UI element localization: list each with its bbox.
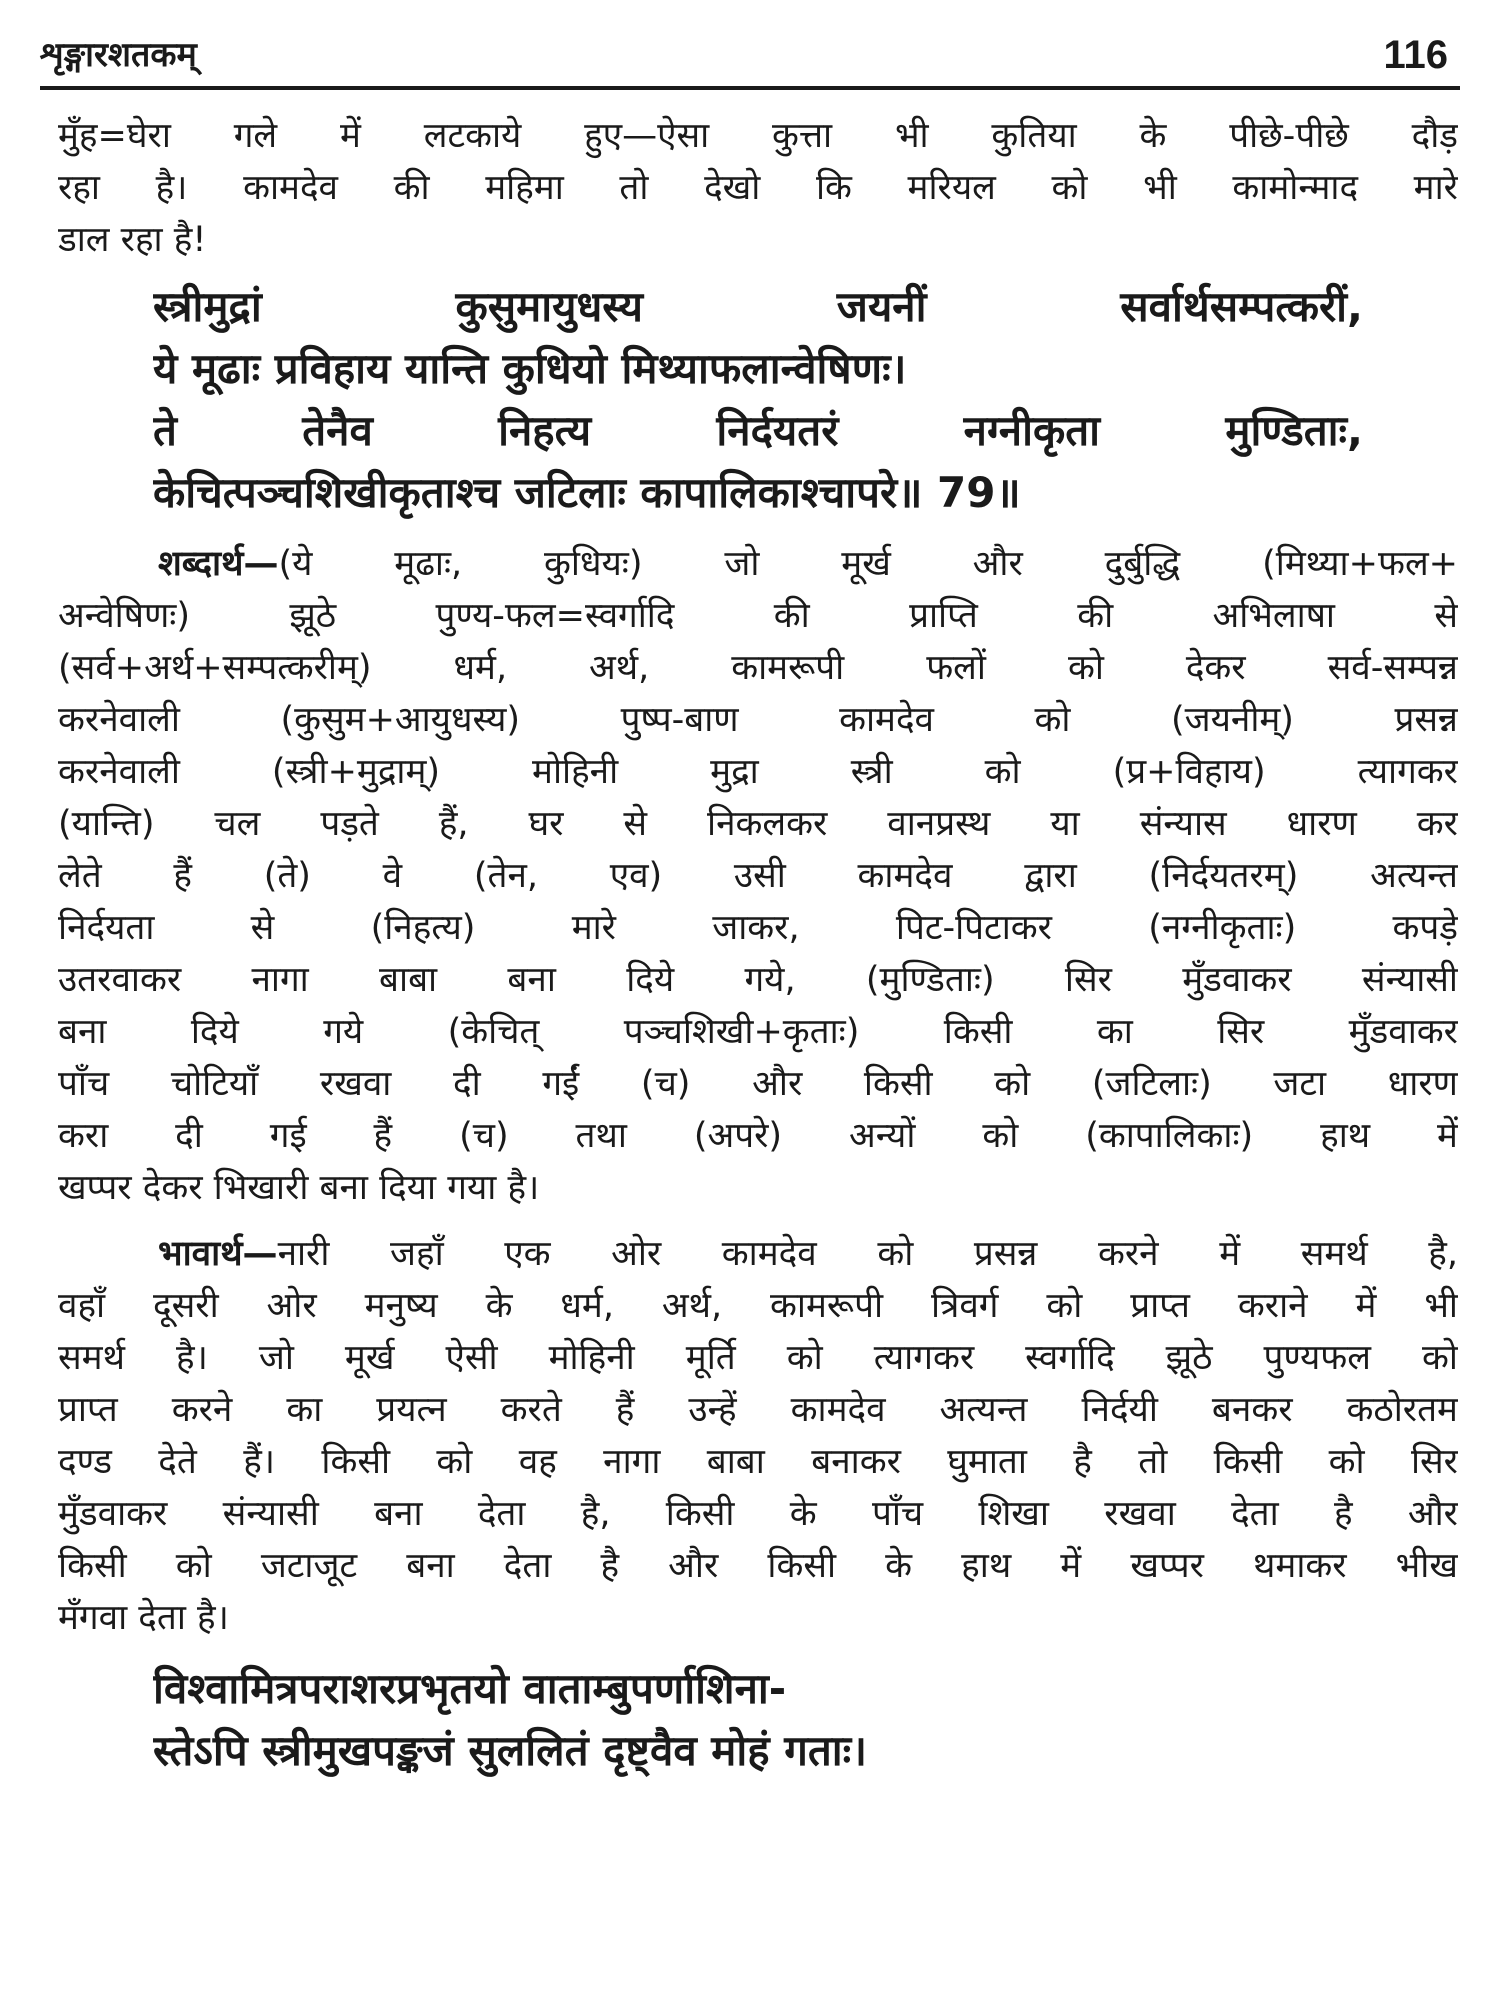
text-line: (यान्ति) चल पड़ते हैं, घर से निकलकर वानप्रस्थ या संन्यास धारण कर <box>58 804 1458 844</box>
text-line: प्राप्त करने का प्रयत्न करते हैं उन्हें कामदेव अत्यन्त निर्दयी बनकर कठोरतम <box>58 1390 1458 1430</box>
book-title: शृङ्गारशतकम् <box>40 35 197 75</box>
text-line: पाँच चोटियाँ रखवा दी गईं (च) और किसी को (जटिलाः) जटा धारण <box>58 1064 1458 1104</box>
verse-line: स्त्रीमुद्रां कुसुमायुधस्य जयनीं सर्वार्थसम्पत्करीं, <box>153 282 1363 331</box>
text-line: करा दी गई हैं (च) तथा (अपरे) अन्यों को (कापालिकाः) हाथ में <box>58 1116 1458 1156</box>
bhavarth-section <box>58 1228 1458 1644</box>
intro-paragraph <box>58 110 1458 266</box>
text-line: करनेवाली (कुसुम+आयुधस्य) पुष्प-बाण कामदेव को (जयनीम्) प्रसन्न <box>58 700 1458 740</box>
text-line: रहा है। कामदेव की महिमा तो देखो कि मरियल को भी कामोन्माद मारे <box>58 168 1458 208</box>
verse-line: ते तेनैव निहत्य निर्दयतरं नग्नीकृता मुण्डिताः, <box>153 406 1363 455</box>
text-line: डाल रहा है! <box>58 220 207 260</box>
header-rule <box>40 86 1460 90</box>
text-line: खप्पर देकर भिखारी बना दिया गया है। <box>58 1168 540 1208</box>
verse-80 <box>153 1658 1458 1782</box>
text-line: लेते हैं (ते) वे (तेन, एव) उसी कामदेव द्वारा (निर्दयतरम्) अत्यन्त <box>58 856 1458 896</box>
text-line: मँगवा देता है। <box>58 1598 229 1638</box>
text-line: समर्थ है। जो मूर्ख ऐसी मोहिनी मूर्ति को त्यागकर स्वर्गादि झूठे पुण्यफल को <box>58 1338 1458 1378</box>
text-line: दण्ड देते हैं। किसी को वह नागा बाबा बनाकर घुमाता है तो किसी को सिर <box>58 1442 1458 1482</box>
text-line: मुँडवाकर संन्यासी बना देता है, किसी के पाँच शिखा रखवा देता है और <box>58 1494 1458 1534</box>
text-line: मुँह=घेरा गले में लटकाये हुए—ऐसा कुत्ता भी कुतिया के पीछे-पीछे दौड़ <box>58 116 1458 156</box>
shabdarth-label: शब्दार्थ— <box>158 544 279 584</box>
shabdarth-section <box>58 538 1458 1214</box>
page-number: 116 <box>1383 33 1448 77</box>
verse-line: केचित्पञ्चशिखीकृताश्च जटिलाः कापालिकाश्चापरे॥ 79॥ <box>153 468 1021 517</box>
text-line: वहाँ दूसरी ओर मनुष्य के धर्म, अर्थ, कामरूपी त्रिवर्ग को प्राप्त कराने में भी <box>58 1286 1458 1326</box>
text-line: बना दिये गये (केचित् पञ्चशिखी+कृताः) किसी का सिर मुँडवाकर <box>58 1012 1458 1052</box>
text-line <box>58 538 1458 590</box>
text-line: अन्वेषिणः) झूठे पुण्य-फल=स्वर्गादि की प्राप्ति की अभिलाषा से <box>58 596 1458 636</box>
verse-line: स्तेऽपि स्त्रीमुखपङ्कजं सुललितं दृष्ट्वैव मोहं गताः। <box>153 1726 868 1775</box>
verse-line: ये मूढाः प्रविहाय यान्ति कुधियो मिथ्याफलान्वेषिणः। <box>153 344 907 393</box>
line-text: नारी जहाँ एक ओर कामदेव को प्रसन्न करने में समर्थ है, <box>277 1234 1458 1274</box>
text-line: निर्दयता से (निहत्य) मारे जाकर, पिट-पिटाकर (नग्नीकृताः) कपड़े <box>58 908 1458 948</box>
text-line: किसी को जटाजूट बना देता है और किसी के हाथ में खप्पर थमाकर भीख <box>58 1546 1458 1586</box>
text-line <box>58 1228 1458 1280</box>
bhavarth-label: भावार्थ— <box>158 1234 278 1274</box>
verse-line: विश्वामित्रपराशरप्रभृतयो वाताम्बुपर्णाशिना- <box>153 1664 787 1713</box>
line-text: (ये मूढाः, कुधियः) जो मूर्ख और दुर्बुद्धि (मिथ्या+फल+ <box>278 544 1458 584</box>
text-line: उतरवाकर नागा बाबा बना दिये गये, (मुण्डिताः) सिर मुँडवाकर संन्यासी <box>58 960 1458 1000</box>
text-line: (सर्व+अर्थ+सम्पत्करीम्) धर्म, अर्थ, कामरूपी फलों को देकर सर्व-सम्पन्न <box>58 648 1458 688</box>
page-body <box>58 110 1458 1782</box>
verse-79 <box>153 276 1363 524</box>
text-line: करनेवाली (स्त्री+मुद्राम्) मोहिनी मुद्रा स्त्री को (प्र+विहाय) त्यागकर <box>58 752 1458 792</box>
page-header <box>40 30 1460 90</box>
